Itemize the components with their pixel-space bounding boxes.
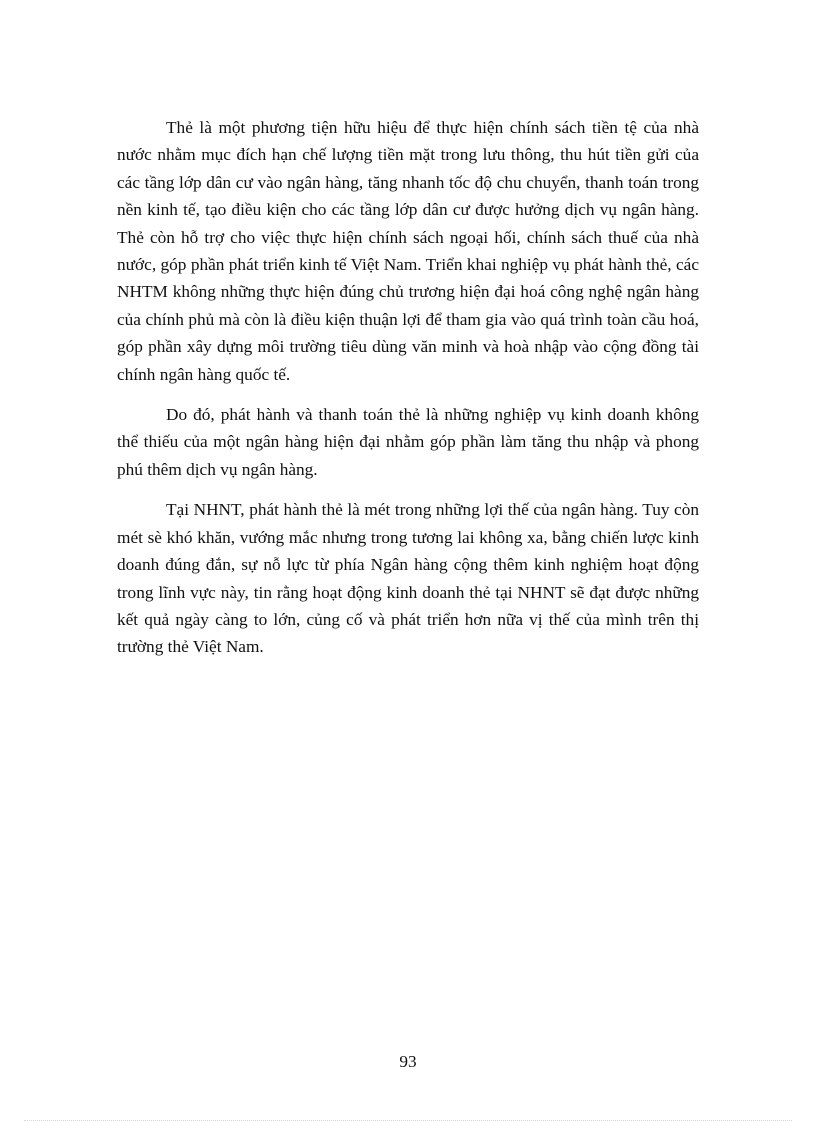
body-text — [117, 114, 699, 674]
paragraph-3: Tại NHNT, phát hành thẻ là mét trong những lợi thế của ngân hàng. Tuy còn mét sè khó khăn, vướng mắc nhưng trong tương lai không xa, bằng chiến lược kinh doanh đúng đắn, sự nỗ lực từ phía Ngân hàng cộng thêm kinh nghiệm hoạt động trong lĩnh vực này, tin rằng hoạt động kinh doanh thẻ tại NHNT sẽ đạt được những kết quả ngày càng to lớn, củng cố và phát triển hơn nữa vị thế của mình trên thị trường thẻ Việt Nam. — [117, 500, 699, 657]
paragraph-1: Thẻ là một phương tiện hữu hiệu để thực hiện chính sách tiền tệ của nhà nước nhằm mục đích hạn chế lượng tiền mặt trong lưu thông, thu hút tiền gửi của các tầng lớp dân cư vào ngân hàng, tăng nhanh tốc độ chu chuyển, thanh toán trong nền kinh tế, tạo điều kiện cho các tầng lớp dân cư được hưởng dịch vụ ngân hàng. Thẻ còn hỗ trợ cho việc thực hiện chính sách ngoại hối, chính sách thuế của nhà nước, góp phần phát triển kinh tế Việt Nam. Triển khai nghiệp vụ phát hành thẻ, các NHTM không những thực hiện đúng chủ trương hiện đại hoá công nghệ ngân hàng của chính phủ mà còn là điều kiện thuận lợi để tham gia vào quá trình toàn cầu hoá, góp phần xây dựng môi trường tiêu dùng văn minh và hoà nhập vào cộng đồng tài chính ngân hàng quốc tế. — [117, 118, 699, 384]
footer-divider — [24, 1120, 792, 1121]
page-number: 93 — [399, 1052, 417, 1071]
paragraph-2: Do đó, phát hành và thanh toán thẻ là những nghiệp vụ kinh doanh không thể thiếu của một ngân hàng hiện đại nhằm góp phần làm tăng thu nhập và phong phú thêm dịch vụ ngân hàng. — [117, 405, 699, 479]
